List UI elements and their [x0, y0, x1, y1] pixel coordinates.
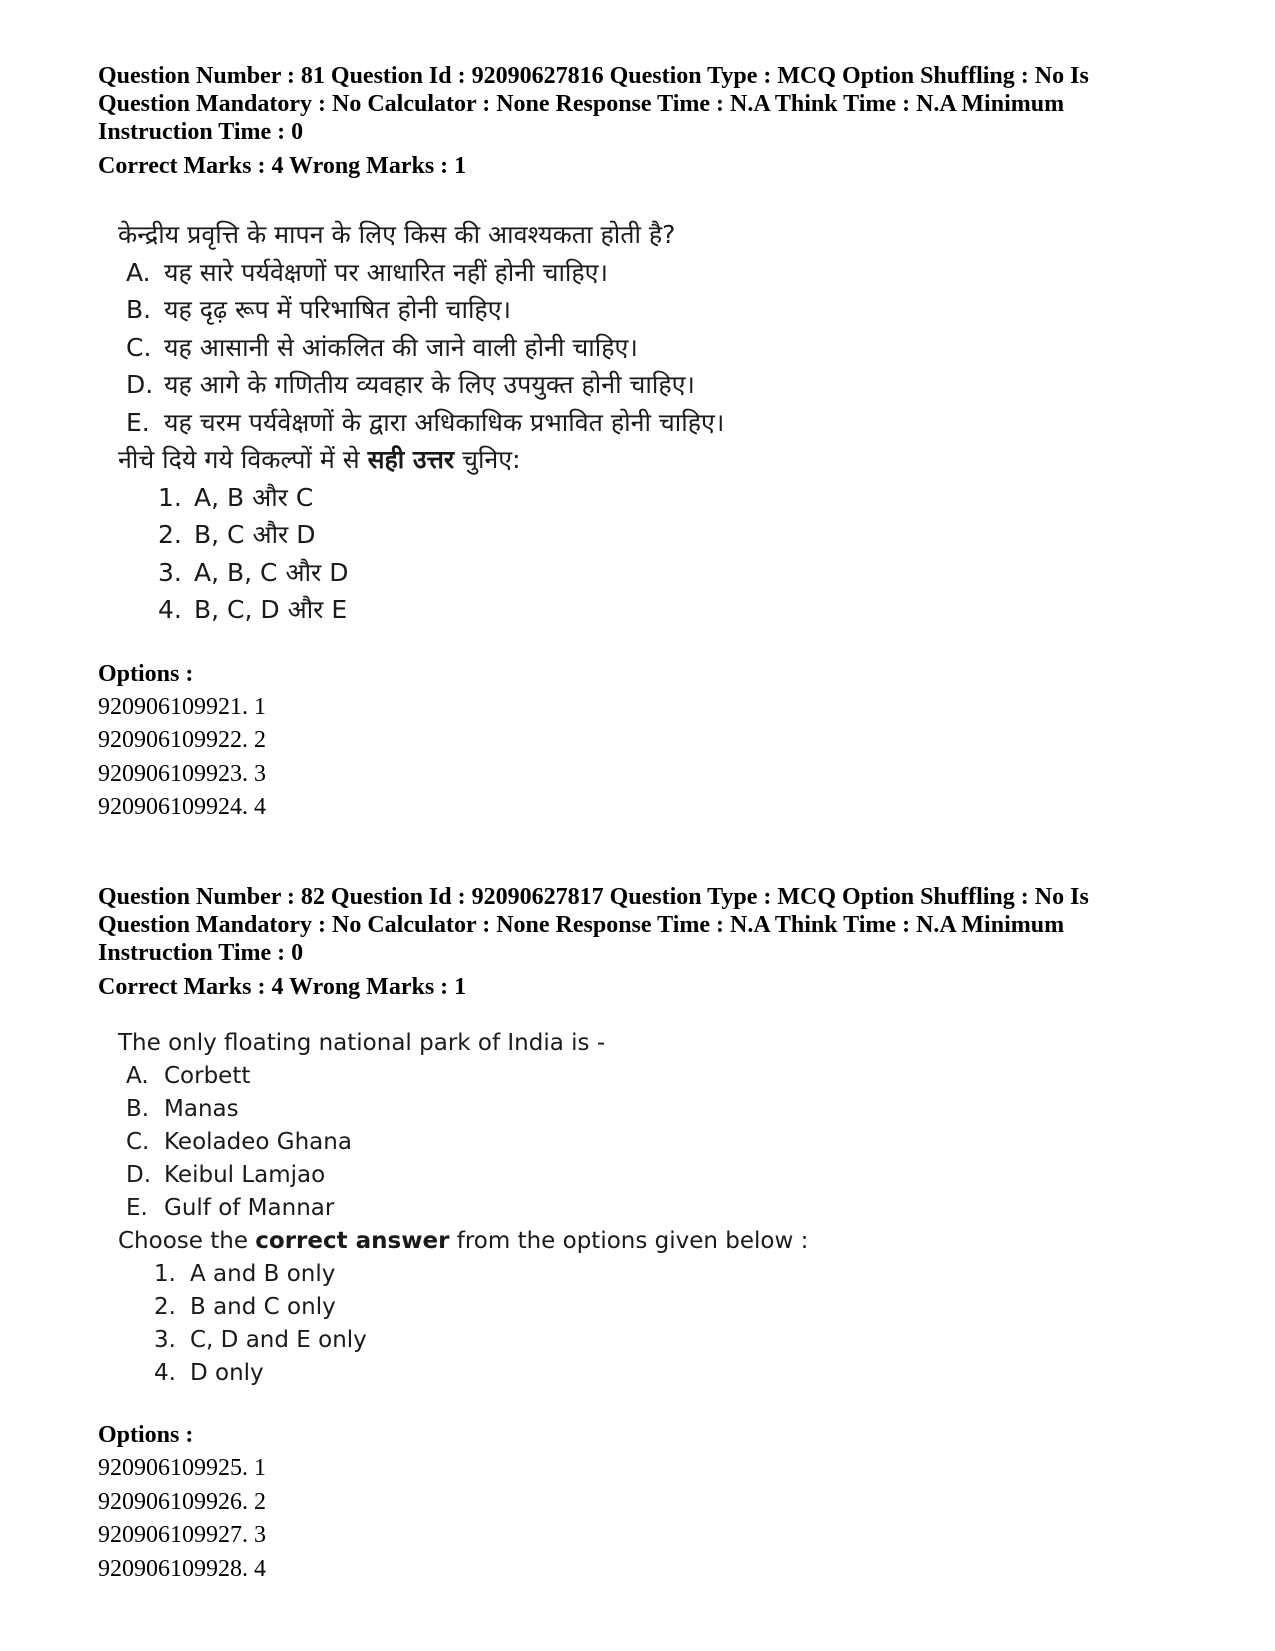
choice-item — [118, 479, 1178, 517]
choice-item — [118, 554, 1178, 592]
choice-item — [118, 1291, 1178, 1324]
option-row: 920906109926. 2 — [98, 1488, 266, 1515]
meta-line: Instruction Time : 0 — [98, 940, 304, 966]
choice-text: B, C, D और E — [194, 595, 348, 624]
option-row: 920906109927. 3 — [98, 1522, 266, 1548]
choice-text: D only — [190, 1360, 264, 1386]
statement-text: Gulf of Mannar — [164, 1195, 335, 1221]
options-title: Options : — [98, 1422, 194, 1448]
statement-label: D. — [126, 1162, 152, 1188]
choice-label: 4. — [158, 595, 182, 624]
choice-text: B and C only — [190, 1294, 336, 1320]
statement-item — [118, 291, 1178, 329]
meta-line: Question Mandatory : No Calculator : None Response Time : N.A Think Time : N.A Minimum — [98, 91, 1065, 117]
choice-text: C, D and E only — [190, 1327, 367, 1353]
choice-item — [118, 1357, 1178, 1390]
statement-text: यह सारे पर्यवेक्षणों पर आधारित नहीं होनी चाहिए। — [164, 257, 608, 287]
statement-text: यह दृढ़ रूप में परिभाषित होनी चाहिए। — [164, 295, 512, 324]
meta-line: Question Number : 82 Question Id : 92090627817 Question Type : MCQ Option Shuffling : No Is — [98, 884, 1089, 910]
marks-line: Correct Marks : 4 Wrong Marks : 1 — [98, 974, 467, 1000]
meta-line: Question Number : 81 Question Id : 92090627816 Question Type : MCQ Option Shuffling : No Is — [98, 63, 1089, 89]
statement-label: E. — [126, 407, 150, 437]
statement-text: Keibul Lamjao — [164, 1162, 326, 1188]
statement-text: यह आगे के गणितीय व्यवहार के लिए उपयुक्त होनी चाहिए। — [164, 370, 695, 399]
question-body — [118, 1027, 1178, 1390]
statement-text: Keoladeo Ghana — [164, 1129, 352, 1155]
statement-item — [118, 1060, 1178, 1093]
statement-item — [118, 1192, 1178, 1225]
statement-text: Corbett — [164, 1063, 251, 1089]
meta-line: Instruction Time : 0 — [98, 119, 304, 145]
choose-suffix: चुनिए: — [454, 445, 521, 474]
question-meta — [98, 883, 1178, 967]
statement-item — [118, 1126, 1178, 1159]
statement-text: Manas — [164, 1096, 239, 1122]
question-block — [98, 62, 1178, 825]
statement-label: B. — [126, 1096, 150, 1122]
statement-label: C. — [126, 1129, 150, 1155]
choice-text: B, C और D — [194, 520, 316, 549]
statement-label: A. — [126, 1063, 149, 1089]
option-row: 920906109925. 1 — [98, 1455, 266, 1481]
choice-item — [118, 1258, 1178, 1291]
option-row: 920906109922. 2 — [98, 727, 266, 753]
choice-label: 2. — [158, 520, 182, 549]
choice-label: 4. — [154, 1360, 176, 1386]
choose-suffix: from the options given below : — [449, 1228, 809, 1254]
options-block — [98, 657, 1178, 825]
question-block — [98, 883, 1178, 1586]
option-row: 920906109921. 1 — [98, 693, 266, 720]
choice-text: A and B only — [190, 1261, 336, 1287]
statement-item — [118, 366, 1178, 404]
choice-item — [118, 1324, 1178, 1357]
statement-item — [118, 254, 1178, 292]
choose-prefix: नीचे दिये गये विकल्पों में से — [118, 445, 368, 474]
statement-item — [118, 1159, 1178, 1192]
options-block — [98, 1418, 1178, 1586]
choose-prefix: Choose the — [118, 1228, 256, 1254]
options-title: Options : — [98, 660, 194, 687]
choice-item — [118, 591, 1178, 629]
statement-item — [118, 1093, 1178, 1126]
choice-label: 1. — [154, 1261, 176, 1287]
statement-label: C. — [126, 332, 152, 362]
option-row: 920906109924. 4 — [98, 794, 266, 820]
choice-label: 3. — [154, 1327, 176, 1353]
choice-item — [118, 516, 1178, 554]
choose-bold: सही उत्तर — [367, 445, 455, 474]
question-stem: केन्द्रीय प्रवृत्ति के मापन के लिए किस की आवश्यकता होती है? — [118, 220, 676, 249]
choose-instruction — [118, 441, 1178, 479]
statement-label: A. — [126, 257, 151, 287]
question-stem: The only floating national park of India is - — [118, 1030, 606, 1056]
choose-bold: correct answer — [255, 1228, 450, 1254]
meta-line: Question Mandatory : No Calculator : None Response Time : N.A Think Time : N.A Minimum — [98, 912, 1065, 938]
option-row: 920906109923. 3 — [98, 760, 266, 787]
option-row: 920906109928. 4 — [98, 1555, 266, 1582]
choice-label: 2. — [154, 1294, 176, 1320]
question-meta — [98, 62, 1178, 146]
statement-item — [118, 404, 1178, 442]
choice-label: 1. — [158, 482, 182, 512]
statement-label: E. — [126, 1195, 148, 1221]
statement-text: यह चरम पर्यवेक्षणों के द्वारा अधिकाधिक प्रभावित होनी चाहिए। — [164, 407, 725, 437]
marks-line: Correct Marks : 4 Wrong Marks : 1 — [98, 153, 467, 179]
question-body — [118, 216, 1178, 629]
choose-instruction — [118, 1225, 1178, 1258]
choice-label: 3. — [158, 557, 182, 587]
statement-text: यह आसानी से आंकलित की जाने वाली होनी चाहिए। — [164, 332, 638, 362]
statement-label: D. — [126, 370, 154, 399]
statement-label: B. — [126, 295, 152, 324]
choice-text: A, B, C और D — [194, 557, 349, 587]
statement-item — [118, 329, 1178, 367]
choice-text: A, B और C — [194, 482, 314, 512]
